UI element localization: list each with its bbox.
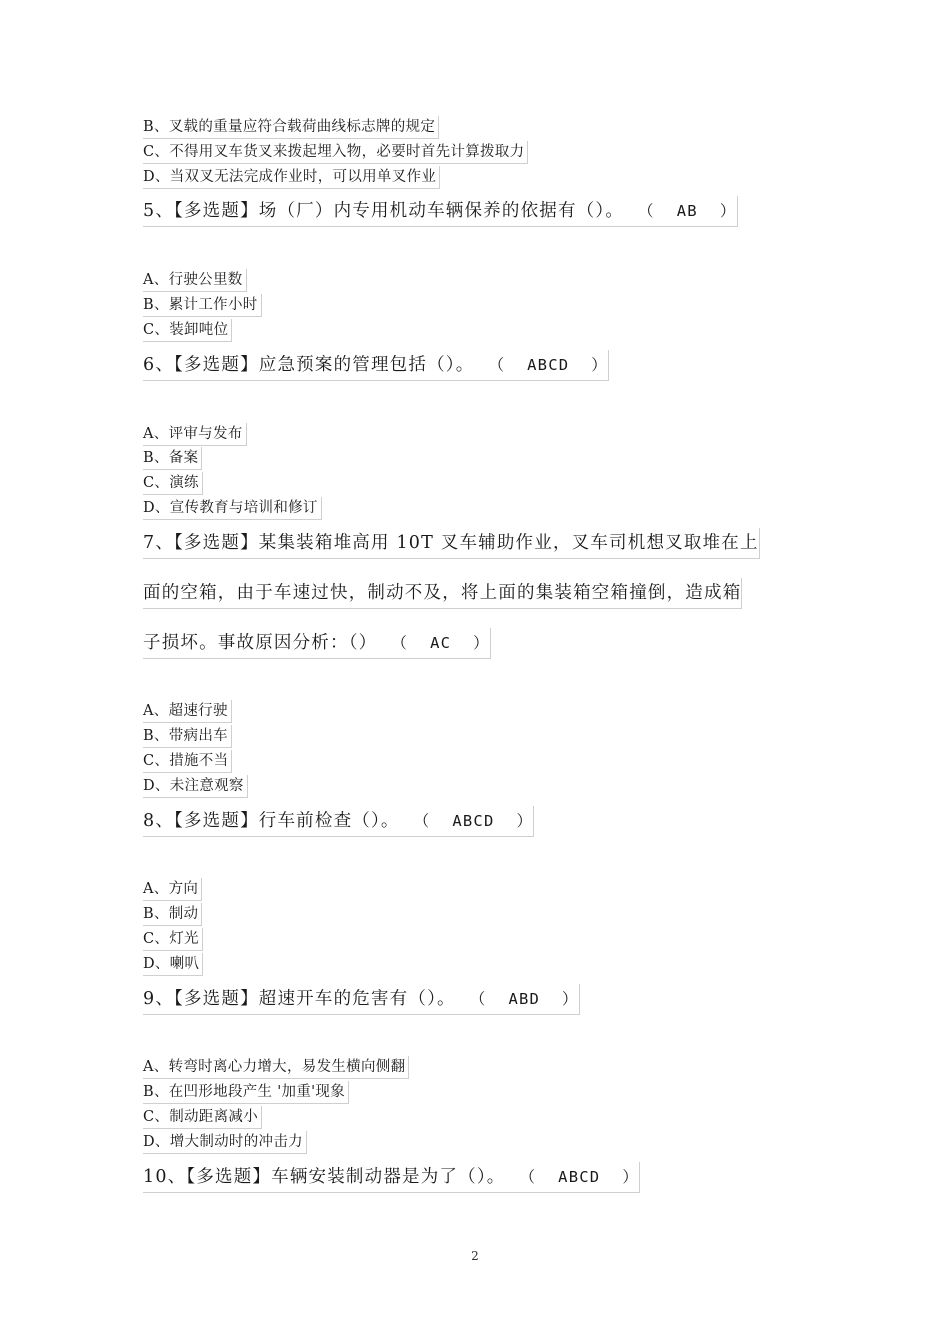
option-line: A、评审与发布 <box>143 423 247 446</box>
answer-box: （ AB ） <box>638 196 736 226</box>
option-line: D、喇叭 <box>143 953 203 976</box>
answer-value: ABD <box>508 990 541 1008</box>
question-8 <box>143 806 534 837</box>
answer-value: ABCD <box>558 1168 601 1186</box>
question-10 <box>143 1162 640 1193</box>
option-line: A、超速行驶 <box>143 700 232 723</box>
option-line: D、增大制动时的冲击力 <box>143 1131 307 1154</box>
question-7-line-1: 7、【多选题】某集装箱堆高用 10T 叉车辅助作业，叉车司机想叉取堆在上 <box>143 528 760 559</box>
option-line: C、措施不当 <box>143 750 232 773</box>
answer-box: （ AC ） <box>391 628 489 658</box>
question-text: 6、【多选题】应急预案的管理包括（）。 <box>143 355 475 375</box>
answer-value: AB <box>676 202 698 220</box>
answer-box: （ ABCD ） <box>519 1162 639 1192</box>
question-text: 10、【多选题】车辆安装制动器是为了（）。 <box>143 1167 506 1187</box>
option-line: C、不得用叉车货叉来拨起埋入物，必要时首先计算拨取力 <box>143 141 528 164</box>
option-line: D、当双叉无法完成作业时，可以用单叉作业 <box>143 166 440 189</box>
option-line: C、制动距离减小 <box>143 1106 262 1129</box>
answer-box: （ ABCD ） <box>488 350 608 380</box>
option-line: D、未注意观察 <box>143 775 248 798</box>
option-line: A、方向 <box>143 878 202 901</box>
option-line: B、制动 <box>143 903 202 926</box>
question-text: 5、【多选题】场（厂）内专用机动车辆保养的依据有（）。 <box>143 201 625 221</box>
answer-value: ABCD <box>452 812 495 830</box>
option-line: A、行驶公里数 <box>143 269 247 292</box>
question-text: 子损坏。事故原因分析：（） <box>143 633 378 653</box>
question-text: 8、【多选题】行车前检查（）。 <box>143 811 400 831</box>
option-line: C、演练 <box>143 472 203 495</box>
question-text: 9、【多选题】超速开车的危害有（）。 <box>143 989 456 1009</box>
answer-box: （ ABCD ） <box>414 806 534 836</box>
answer-value: AC <box>430 634 452 652</box>
question-9 <box>143 984 580 1015</box>
answer-value: ABCD <box>527 356 570 374</box>
option-line: A、转弯时离心力增大，易发生横向侧翻 <box>143 1056 409 1079</box>
option-line: C、装卸吨位 <box>143 319 232 342</box>
option-line: B、备案 <box>143 447 202 470</box>
option-line: B、在凹形地段产生 '加重'现象 <box>143 1081 349 1104</box>
option-line: D、宣传教育与培训和修订 <box>143 497 322 520</box>
question-7 <box>143 628 491 659</box>
question-5 <box>143 196 738 227</box>
option-line: B、叉载的重量应符合载荷曲线标志牌的规定 <box>143 116 439 139</box>
question-7-line-2: 面的空箱，由于车速过快，制动不及，将上面的集装箱空箱撞倒，造成箱 <box>143 578 742 609</box>
option-line: B、带病出车 <box>143 725 232 748</box>
option-line: C、灯光 <box>143 928 203 951</box>
question-6 <box>143 350 609 381</box>
answer-box: （ ABD ） <box>470 984 579 1014</box>
option-line: B、累计工作小时 <box>143 294 262 317</box>
page-number: 2 <box>471 1249 479 1263</box>
